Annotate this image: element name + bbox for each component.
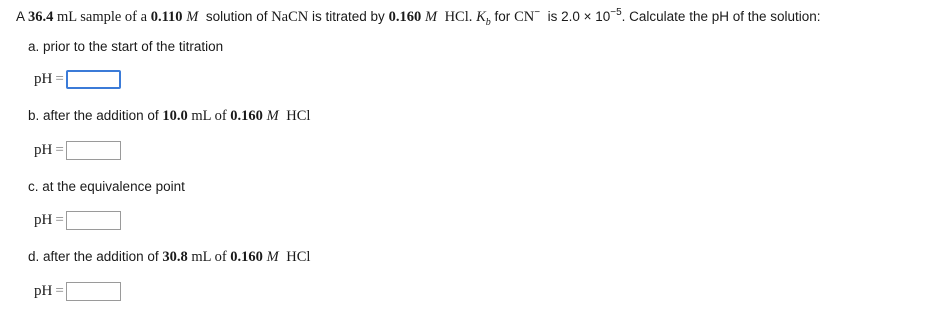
part-b-ph-input[interactable] <box>66 141 121 160</box>
equals-sign: = <box>55 212 64 228</box>
part-d-text: mL of <box>187 249 231 265</box>
part-d-prompt <box>28 249 310 266</box>
compound-formula: NaCN <box>271 9 309 25</box>
part-a-label: a. prior to the start of the titration <box>28 39 224 54</box>
part-c-answer <box>34 211 121 230</box>
part-d-volume: 30.8 <box>162 249 188 265</box>
problem-text: solution of <box>205 9 272 24</box>
ph-label: pH <box>34 142 53 158</box>
part-c-prompt <box>28 179 185 194</box>
problem-text: A <box>16 9 29 24</box>
problem-text: is titrated by <box>308 9 389 24</box>
titrant-formula: HCl. <box>444 9 473 25</box>
equals-sign: = <box>55 142 64 158</box>
part-d-text: d. after the addition of <box>28 249 163 264</box>
ion-charge: − <box>534 7 541 18</box>
kb-value: is 2.0 × 10 <box>547 9 611 24</box>
molar-unit: M <box>186 9 199 25</box>
kb-subscript: b <box>485 17 491 28</box>
part-c-label: c. at the equivalence point <box>28 179 185 194</box>
kb-symbol: K <box>476 9 486 25</box>
molar-unit: M <box>266 108 279 124</box>
ph-label: pH <box>34 71 53 87</box>
sample-volume: 36.4 <box>28 9 54 25</box>
acid-formula: HCl <box>286 108 311 124</box>
part-c-ph-input[interactable] <box>66 211 121 230</box>
titrant-concentration: 0.160 <box>388 9 422 25</box>
part-a-answer <box>34 70 121 89</box>
equals-sign: = <box>55 71 64 87</box>
sample-concentration: 0.110 <box>150 9 183 25</box>
part-b-answer <box>34 141 121 160</box>
part-d-answer <box>34 282 121 301</box>
ph-label: pH <box>34 283 53 299</box>
ion-formula: CN <box>514 9 535 25</box>
part-a-ph-input[interactable] <box>66 70 121 89</box>
acid-formula: HCl <box>286 249 311 265</box>
part-d-concentration: 0.160 <box>230 249 263 265</box>
problem-text: . Calculate the pH of the solution: <box>621 9 821 24</box>
ph-label: pH <box>34 212 53 228</box>
equals-sign: = <box>55 283 64 299</box>
problem-statement <box>16 6 821 28</box>
part-b-text: b. after the addition of <box>28 108 163 123</box>
molar-unit: M <box>424 9 438 25</box>
part-b-text: mL of <box>187 108 231 124</box>
part-b-concentration: 0.160 <box>230 108 263 124</box>
part-b-volume: 10.0 <box>162 108 188 124</box>
part-d-ph-input[interactable] <box>66 282 121 301</box>
problem-text: mL sample of a <box>53 9 151 25</box>
kb-exponent: −5 <box>610 7 622 18</box>
molar-unit: M <box>266 249 279 265</box>
problem-text: for <box>490 9 515 24</box>
part-b-prompt <box>28 108 310 125</box>
part-a-prompt <box>28 39 223 54</box>
